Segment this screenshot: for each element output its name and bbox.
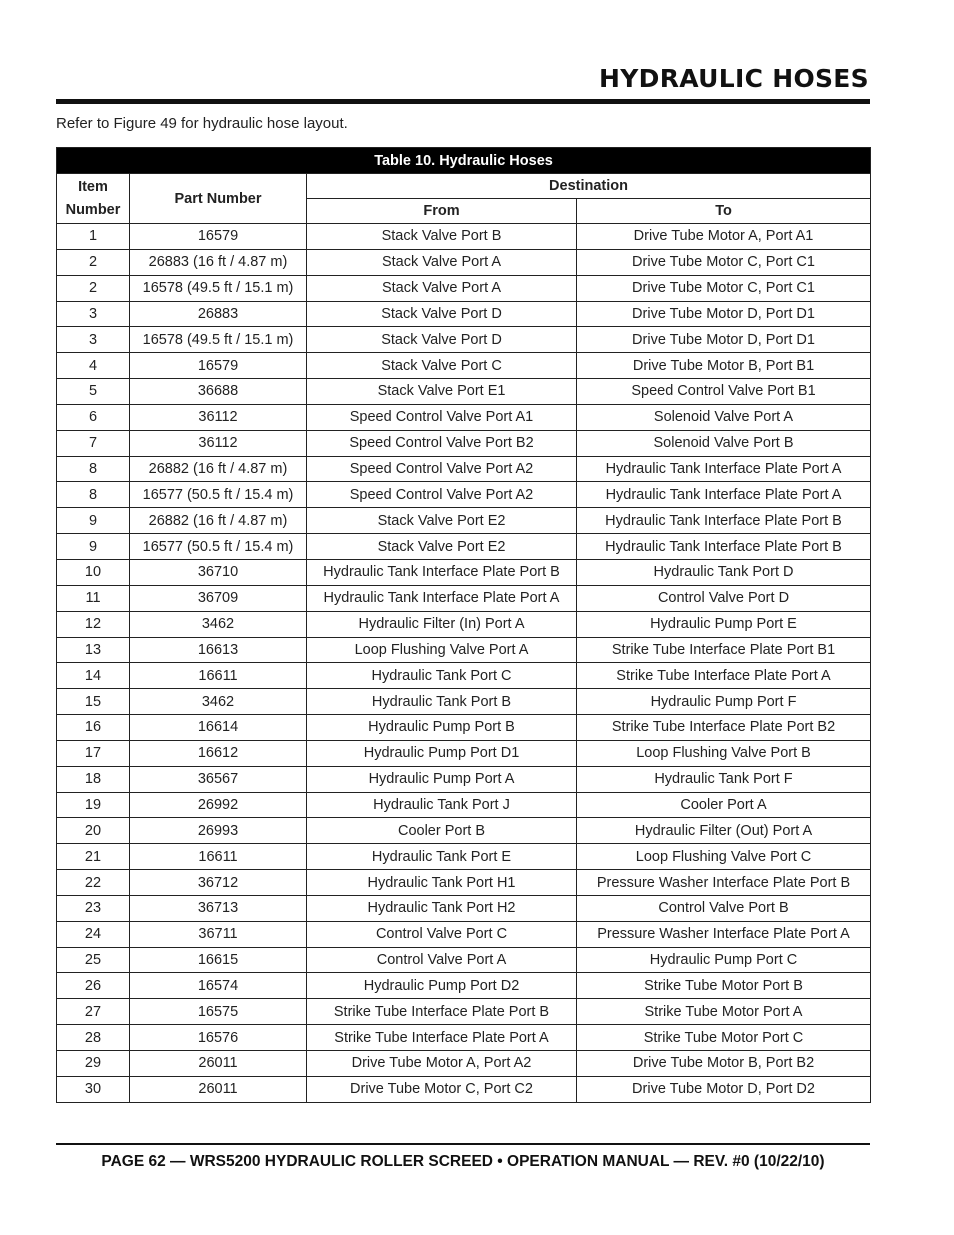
cell-part-number: 26882 (16 ft / 4.87 m) xyxy=(130,508,307,534)
table-caption: Table 10. Hydraulic Hoses xyxy=(57,148,871,174)
cell-from: Hydraulic Pump Port D1 xyxy=(307,740,577,766)
table-row xyxy=(57,482,871,508)
cell-from: Hydraulic Tank Port E xyxy=(307,844,577,870)
cell-to: Hydraulic Pump Port E xyxy=(577,611,871,637)
cell-to: Drive Tube Motor C, Port C1 xyxy=(577,249,871,275)
cell-part-number: 26011 xyxy=(130,1076,307,1102)
cell-from: Stack Valve Port D xyxy=(307,301,577,327)
cell-part-number: 26992 xyxy=(130,792,307,818)
cell-from: Control Valve Port A xyxy=(307,947,577,973)
cell-item-number: 20 xyxy=(57,818,130,844)
cell-from: Cooler Port B xyxy=(307,818,577,844)
cell-part-number: 36712 xyxy=(130,870,307,896)
cell-part-number: 16612 xyxy=(130,740,307,766)
table-row xyxy=(57,663,871,689)
cell-to: Drive Tube Motor B, Port B1 xyxy=(577,353,871,379)
cell-part-number: 26883 (16 ft / 4.87 m) xyxy=(130,249,307,275)
cell-to: Loop Flushing Valve Port C xyxy=(577,844,871,870)
cell-to: Hydraulic Pump Port F xyxy=(577,689,871,715)
cell-part-number: 3462 xyxy=(130,611,307,637)
cell-item-number: 21 xyxy=(57,844,130,870)
cell-part-number: 16613 xyxy=(130,637,307,663)
cell-from: Speed Control Valve Port A2 xyxy=(307,456,577,482)
header-to: To xyxy=(577,199,871,224)
cell-to: Cooler Port A xyxy=(577,792,871,818)
cell-item-number: 23 xyxy=(57,895,130,921)
page-footer: PAGE 62 — WRS5200 HYDRAULIC ROLLER SCREED • OPERATION MANUAL — REV. #0 (10/22/10) xyxy=(101,1153,825,1170)
cell-to: Hydraulic Tank Interface Plate Port B xyxy=(577,508,871,534)
cell-from: Stack Valve Port E1 xyxy=(307,379,577,405)
table-row xyxy=(57,973,871,999)
cell-item-number: 9 xyxy=(57,508,130,534)
cell-to: Drive Tube Motor D, Port D1 xyxy=(577,327,871,353)
cell-to: Strike Tube Motor Port B xyxy=(577,973,871,999)
cell-to: Control Valve Port D xyxy=(577,585,871,611)
cell-from: Stack Valve Port B xyxy=(307,224,577,250)
table-row xyxy=(57,947,871,973)
cell-to: Strike Tube Motor Port A xyxy=(577,999,871,1025)
cell-part-number: 16577 (50.5 ft / 15.4 m) xyxy=(130,534,307,560)
cell-from: Hydraulic Tank Port C xyxy=(307,663,577,689)
cell-item-number: 17 xyxy=(57,740,130,766)
cell-from: Speed Control Valve Port B2 xyxy=(307,430,577,456)
cell-to: Drive Tube Motor A, Port A1 xyxy=(577,224,871,250)
cell-item-number: 1 xyxy=(57,224,130,250)
cell-from: Stack Valve Port E2 xyxy=(307,534,577,560)
table-row xyxy=(57,1025,871,1051)
cell-part-number: 16578 (49.5 ft / 15.1 m) xyxy=(130,275,307,301)
cell-from: Drive Tube Motor C, Port C2 xyxy=(307,1076,577,1102)
cell-part-number: 36112 xyxy=(130,430,307,456)
cell-to: Strike Tube Interface Plate Port A xyxy=(577,663,871,689)
cell-item-number: 25 xyxy=(57,947,130,973)
cell-from: Speed Control Valve Port A2 xyxy=(307,482,577,508)
cell-part-number: 36688 xyxy=(130,379,307,405)
cell-from: Stack Valve Port C xyxy=(307,353,577,379)
cell-from: Stack Valve Port A xyxy=(307,275,577,301)
table-row xyxy=(57,792,871,818)
intro-text: Refer to Figure 49 for hydraulic hose layout. xyxy=(56,115,348,132)
table-row xyxy=(57,818,871,844)
cell-to: Drive Tube Motor D, Port D1 xyxy=(577,301,871,327)
cell-item-number: 28 xyxy=(57,1025,130,1051)
cell-part-number: 16577 (50.5 ft / 15.4 m) xyxy=(130,482,307,508)
cell-part-number: 16614 xyxy=(130,715,307,741)
table-row xyxy=(57,895,871,921)
table-row xyxy=(57,508,871,534)
cell-item-number: 11 xyxy=(57,585,130,611)
header-item-number: Item Number xyxy=(57,174,130,224)
cell-to: Hydraulic Pump Port C xyxy=(577,947,871,973)
cell-item-number: 2 xyxy=(57,275,130,301)
cell-item-number: 2 xyxy=(57,249,130,275)
cell-item-number: 9 xyxy=(57,534,130,560)
hydraulic-hoses-table xyxy=(56,147,871,1103)
table-row xyxy=(57,999,871,1025)
cell-item-number: 7 xyxy=(57,430,130,456)
cell-from: Control Valve Port C xyxy=(307,921,577,947)
table-row xyxy=(57,559,871,585)
cell-to: Speed Control Valve Port B1 xyxy=(577,379,871,405)
cell-item-number: 5 xyxy=(57,379,130,405)
cell-to: Solenoid Valve Port B xyxy=(577,430,871,456)
table-row xyxy=(57,637,871,663)
cell-from: Stack Valve Port E2 xyxy=(307,508,577,534)
table-row xyxy=(57,585,871,611)
cell-part-number: 16575 xyxy=(130,999,307,1025)
cell-from: Speed Control Valve Port A1 xyxy=(307,404,577,430)
cell-to: Hydraulic Tank Port F xyxy=(577,766,871,792)
cell-part-number: 36709 xyxy=(130,585,307,611)
table-row xyxy=(57,224,871,250)
cell-part-number: 26993 xyxy=(130,818,307,844)
header-from: From xyxy=(307,199,577,224)
cell-from: Hydraulic Pump Port B xyxy=(307,715,577,741)
cell-part-number: 36112 xyxy=(130,404,307,430)
cell-item-number: 22 xyxy=(57,870,130,896)
table-row xyxy=(57,534,871,560)
table-row xyxy=(57,921,871,947)
cell-to: Solenoid Valve Port A xyxy=(577,404,871,430)
cell-to: Hydraulic Tank Interface Plate Port A xyxy=(577,456,871,482)
table-row xyxy=(57,1076,871,1102)
cell-from: Drive Tube Motor A, Port A2 xyxy=(307,1051,577,1077)
cell-item-number: 18 xyxy=(57,766,130,792)
cell-from: Hydraulic Pump Port A xyxy=(307,766,577,792)
table-row xyxy=(57,301,871,327)
cell-from: Loop Flushing Valve Port A xyxy=(307,637,577,663)
table-row xyxy=(57,1051,871,1077)
cell-from: Strike Tube Interface Plate Port B xyxy=(307,999,577,1025)
cell-to: Hydraulic Tank Port D xyxy=(577,559,871,585)
table-row xyxy=(57,844,871,870)
cell-part-number: 3462 xyxy=(130,689,307,715)
cell-item-number: 29 xyxy=(57,1051,130,1077)
cell-from: Strike Tube Interface Plate Port A xyxy=(307,1025,577,1051)
cell-part-number: 36711 xyxy=(130,921,307,947)
table-row xyxy=(57,353,871,379)
cell-to: Strike Tube Motor Port C xyxy=(577,1025,871,1051)
table-row xyxy=(57,715,871,741)
cell-part-number: 16579 xyxy=(130,353,307,379)
table-row xyxy=(57,404,871,430)
cell-to: Drive Tube Motor C, Port C1 xyxy=(577,275,871,301)
table-row xyxy=(57,430,871,456)
cell-item-number: 13 xyxy=(57,637,130,663)
cell-item-number: 6 xyxy=(57,404,130,430)
cell-to: Drive Tube Motor B, Port B2 xyxy=(577,1051,871,1077)
cell-item-number: 3 xyxy=(57,301,130,327)
table-row xyxy=(57,689,871,715)
cell-item-number: 10 xyxy=(57,559,130,585)
table-row xyxy=(57,249,871,275)
cell-item-number: 16 xyxy=(57,715,130,741)
cell-item-number: 14 xyxy=(57,663,130,689)
cell-part-number: 36713 xyxy=(130,895,307,921)
cell-to: Pressure Washer Interface Plate Port B xyxy=(577,870,871,896)
table-row xyxy=(57,327,871,353)
table-row xyxy=(57,766,871,792)
cell-part-number: 26883 xyxy=(130,301,307,327)
cell-from: Hydraulic Tank Interface Plate Port B xyxy=(307,559,577,585)
cell-to: Pressure Washer Interface Plate Port A xyxy=(577,921,871,947)
cell-item-number: 27 xyxy=(57,999,130,1025)
cell-to: Hydraulic Filter (Out) Port A xyxy=(577,818,871,844)
cell-item-number: 8 xyxy=(57,456,130,482)
cell-item-number: 15 xyxy=(57,689,130,715)
cell-part-number: 16576 xyxy=(130,1025,307,1051)
cell-from: Stack Valve Port A xyxy=(307,249,577,275)
cell-to: Control Valve Port B xyxy=(577,895,871,921)
cell-from: Hydraulic Tank Port H2 xyxy=(307,895,577,921)
cell-from: Hydraulic Filter (In) Port A xyxy=(307,611,577,637)
page-title: HYDRAULIC HOSES xyxy=(599,64,869,93)
cell-part-number: 16611 xyxy=(130,663,307,689)
cell-item-number: 12 xyxy=(57,611,130,637)
cell-item-number: 19 xyxy=(57,792,130,818)
header-destination: Destination xyxy=(307,174,871,199)
cell-from: Hydraulic Tank Port J xyxy=(307,792,577,818)
cell-part-number: 16579 xyxy=(130,224,307,250)
table-row xyxy=(57,275,871,301)
title-rule xyxy=(56,99,870,104)
cell-item-number: 24 xyxy=(57,921,130,947)
cell-to: Drive Tube Motor D, Port D2 xyxy=(577,1076,871,1102)
cell-to: Hydraulic Tank Interface Plate Port A xyxy=(577,482,871,508)
cell-to: Hydraulic Tank Interface Plate Port B xyxy=(577,534,871,560)
cell-part-number: 26011 xyxy=(130,1051,307,1077)
cell-from: Hydraulic Tank Port H1 xyxy=(307,870,577,896)
table-row xyxy=(57,456,871,482)
header-part-number: Part Number xyxy=(130,174,307,224)
cell-to: Loop Flushing Valve Port B xyxy=(577,740,871,766)
cell-item-number: 30 xyxy=(57,1076,130,1102)
cell-part-number: 36710 xyxy=(130,559,307,585)
table-row xyxy=(57,870,871,896)
cell-from: Hydraulic Tank Port B xyxy=(307,689,577,715)
cell-from: Hydraulic Pump Port D2 xyxy=(307,973,577,999)
cell-part-number: 16611 xyxy=(130,844,307,870)
cell-part-number: 16615 xyxy=(130,947,307,973)
cell-to: Strike Tube Interface Plate Port B1 xyxy=(577,637,871,663)
table-row xyxy=(57,740,871,766)
cell-from: Hydraulic Tank Interface Plate Port A xyxy=(307,585,577,611)
cell-item-number: 8 xyxy=(57,482,130,508)
cell-item-number: 26 xyxy=(57,973,130,999)
footer-rule xyxy=(56,1143,870,1145)
cell-part-number: 16578 (49.5 ft / 15.1 m) xyxy=(130,327,307,353)
table-row xyxy=(57,611,871,637)
cell-from: Stack Valve Port D xyxy=(307,327,577,353)
cell-item-number: 4 xyxy=(57,353,130,379)
table-row xyxy=(57,379,871,405)
cell-part-number: 16574 xyxy=(130,973,307,999)
cell-part-number: 26882 (16 ft / 4.87 m) xyxy=(130,456,307,482)
cell-item-number: 3 xyxy=(57,327,130,353)
cell-part-number: 36567 xyxy=(130,766,307,792)
cell-to: Strike Tube Interface Plate Port B2 xyxy=(577,715,871,741)
